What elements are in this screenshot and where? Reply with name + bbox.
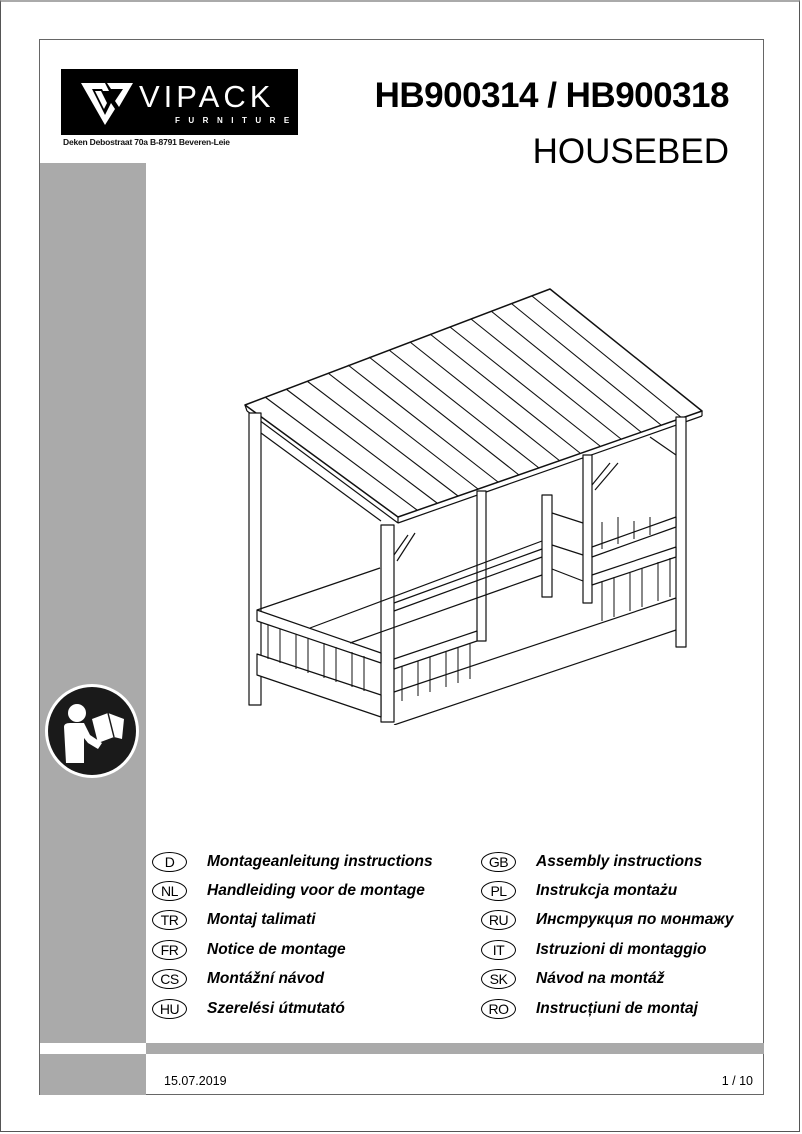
brand-name: VIPACK [139, 79, 275, 114]
language-item-sk [481, 967, 664, 991]
vipack-logo-mark-icon [81, 81, 133, 125]
language-title: Montageanleitung instructions [207, 853, 433, 870]
read-manual-icon [44, 683, 140, 779]
language-item-gb [481, 850, 702, 874]
language-item-pl [481, 879, 677, 903]
language-title: Инструкция по монтажу [536, 911, 734, 928]
vipack-logo [61, 69, 298, 135]
product-name: HOUSEBED [532, 132, 729, 171]
language-item-tr [152, 908, 316, 932]
cover-page [39, 39, 764, 1095]
language-code-badge: PL [481, 881, 516, 901]
language-code-badge: HU [152, 999, 187, 1019]
grey-sidebar [40, 163, 146, 1043]
language-title: Montážní návod [207, 970, 325, 987]
company-address: Deken Debostraat 70a B-8791 Beveren-Leie [63, 137, 230, 147]
language-code-badge: RU [481, 910, 516, 930]
language-title: Instrukcja montażu [536, 882, 678, 899]
language-code-badge: CS [152, 969, 187, 989]
language-code-badge: IT [481, 940, 516, 960]
language-item-ro [481, 997, 698, 1021]
language-code-badge: GB [481, 852, 516, 872]
brand-subtitle: FURNITURE [175, 116, 298, 125]
language-item-fr [152, 938, 346, 962]
language-code-badge: D [152, 852, 187, 872]
footer-divider-band [146, 1043, 764, 1054]
grey-sidebar-footer [40, 1054, 146, 1095]
language-title: Handleiding voor de montage [207, 882, 425, 899]
language-title: Istruzioni di montaggio [536, 941, 707, 958]
language-title: Assembly instructions [536, 853, 703, 870]
page-number: 1 / 10 [721, 1074, 753, 1088]
language-code-badge: FR [152, 940, 187, 960]
language-code-badge: NL [152, 881, 187, 901]
language-title: Instrucțiuni de montaj [536, 1000, 698, 1017]
language-item-ru [481, 908, 734, 932]
language-item-hu [152, 997, 345, 1021]
language-title: Návod na montáž [536, 970, 665, 987]
language-title: Montaj talimati [207, 911, 316, 928]
language-item-d [152, 850, 433, 874]
product-codes: HB900314 / HB900318 [374, 76, 729, 115]
language-code-badge: RO [481, 999, 516, 1019]
housebed-illustration [240, 285, 710, 725]
language-item-cs [152, 967, 324, 991]
language-code-badge: TR [152, 910, 187, 930]
document-date: 15.07.2019 [164, 1074, 227, 1088]
language-item-nl [152, 879, 425, 903]
language-item-it [481, 938, 707, 962]
language-code-badge: SK [481, 969, 516, 989]
language-title: Notice de montage [207, 941, 346, 958]
language-title: Szerelési útmutató [207, 1000, 345, 1017]
